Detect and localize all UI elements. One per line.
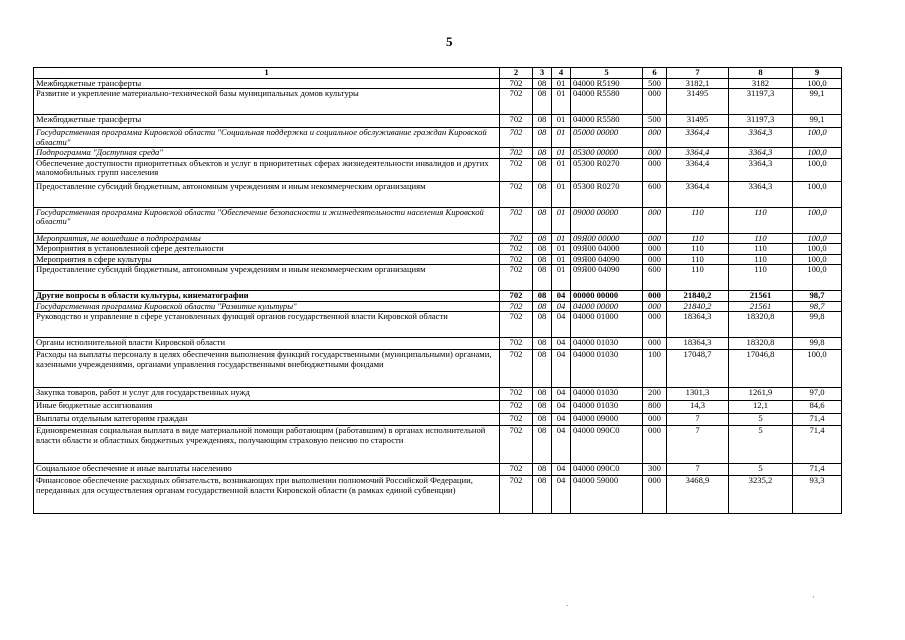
row-target-article: 09Я00 00000 [571,233,643,244]
row-subsection: 01 [552,89,571,115]
row-plan-amount: 7 [667,426,729,464]
row-subsection: 01 [552,254,571,265]
table-row [34,148,842,159]
row-grbs: 702 [500,244,533,255]
row-grbs: 702 [500,414,533,426]
row-percent: 99,8 [793,312,842,338]
row-expense-type: 000 [643,148,667,159]
row-actual-amount: 110 [729,265,793,291]
row-actual-amount: 110 [729,254,793,265]
table-row [34,426,842,464]
row-plan-amount: 17048,7 [667,350,729,388]
row-actual-amount: 31197,3 [729,115,793,128]
row-section: 08 [533,244,552,255]
row-subsection: 04 [552,476,571,514]
row-grbs: 702 [500,476,533,514]
row-expense-type: 500 [643,78,667,89]
row-name: Государственная программа Кировской области "Социальная поддержка и социальное обслуживание граждан Кировской области" [34,128,500,148]
row-section: 08 [533,464,552,476]
row-target-article: 04000 01000 [571,312,643,338]
column-header-5: 5 [571,68,643,79]
row-target-article: 04000 R5580 [571,115,643,128]
row-target-article: 04000 00000 [571,301,643,312]
row-expense-type: 000 [643,414,667,426]
row-name: Финансовое обеспечение расходных обязательств, возникающих при выполнении полномочий Российской Федерации, переданных для осуществления органам государственной власти Кировской области (в рамках единой субвенции) [34,476,500,514]
row-subsection: 04 [552,301,571,312]
row-plan-amount: 110 [667,233,729,244]
row-percent: 100,0 [793,78,842,89]
table-row [34,181,842,207]
row-target-article: 09000 00000 [571,207,643,233]
table-row [34,265,842,291]
row-plan-amount: 3364,4 [667,158,729,181]
row-section: 08 [533,89,552,115]
row-subsection: 01 [552,78,571,89]
row-target-article: 04000 01030 [571,401,643,414]
row-section: 08 [533,312,552,338]
column-header-4: 4 [552,68,571,79]
row-grbs: 702 [500,464,533,476]
row-section: 08 [533,233,552,244]
table-row [34,414,842,426]
row-plan-amount: 3364,4 [667,128,729,148]
row-expense-type: 000 [643,158,667,181]
table-row [34,312,842,338]
row-expense-type: 000 [643,426,667,464]
table-row [34,476,842,514]
row-grbs: 702 [500,148,533,159]
row-percent: 100,0 [793,265,842,291]
row-grbs: 702 [500,128,533,148]
row-section: 08 [533,78,552,89]
table-row [34,388,842,401]
row-expense-type: 000 [643,244,667,255]
row-grbs: 702 [500,89,533,115]
row-section: 08 [533,476,552,514]
row-plan-amount: 7 [667,414,729,426]
row-expense-type: 000 [643,128,667,148]
row-percent: 84,6 [793,401,842,414]
row-plan-amount: 3364,4 [667,148,729,159]
row-section: 08 [533,426,552,464]
row-expense-type: 000 [643,89,667,115]
row-expense-type: 500 [643,115,667,128]
table-row [34,301,842,312]
row-expense-type: 100 [643,350,667,388]
row-subsection: 01 [552,207,571,233]
row-name: Мероприятия в установленной сфере деятельности [34,244,500,255]
row-subsection: 04 [552,350,571,388]
column-header-7: 7 [667,68,729,79]
row-actual-amount: 3364,3 [729,158,793,181]
row-expense-type: 300 [643,464,667,476]
row-expense-type: 000 [643,207,667,233]
row-percent: 100,0 [793,158,842,181]
table-row [34,254,842,265]
row-percent: 93,3 [793,476,842,514]
row-grbs: 702 [500,388,533,401]
column-header-2: 2 [500,68,533,79]
row-expense-type: 000 [643,301,667,312]
row-actual-amount: 110 [729,233,793,244]
table-row [34,158,842,181]
row-target-article: 05000 00000 [571,128,643,148]
row-plan-amount: 110 [667,207,729,233]
row-name: Единовременная социальная выплата в виде материальной помощи работающим (работавшим) в органах исполнительной власти области и областных бюджетных учреждениях, получающим страховую пенсию по старости [34,426,500,464]
row-name: Иные бюджетные ассигнования [34,401,500,414]
row-name: Государственная программа Кировской области "Развитие культуры" [34,301,500,312]
table-row [34,115,842,128]
row-actual-amount: 110 [729,207,793,233]
row-name: Мероприятия в сфере культуры [34,254,500,265]
row-percent: 99,1 [793,89,842,115]
row-grbs: 702 [500,426,533,464]
row-plan-amount: 1301,3 [667,388,729,401]
row-percent: 97,0 [793,388,842,401]
row-actual-amount: 3364,3 [729,181,793,207]
row-subsection: 04 [552,464,571,476]
row-subsection: 04 [552,426,571,464]
row-section: 08 [533,148,552,159]
row-subsection: 01 [552,181,571,207]
row-plan-amount: 31495 [667,115,729,128]
row-plan-amount: 3182,1 [667,78,729,89]
row-percent: 71,4 [793,426,842,464]
row-name: Расходы на выплаты персоналу в целях обеспечения выполнения функций государственными (муниципальными) органами, казенными учреждениями, органами управления государственными внебюджетными фондами [34,350,500,388]
row-target-article: 05300 R0270 [571,158,643,181]
row-grbs: 702 [500,207,533,233]
row-section: 08 [533,207,552,233]
row-actual-amount: 3235,2 [729,476,793,514]
row-target-article: 04000 09000 [571,414,643,426]
row-grbs: 702 [500,401,533,414]
table-row [34,244,842,255]
row-name: Межбюджетные трансферты [34,78,500,89]
table-row [34,338,842,350]
row-expense-type: 600 [643,265,667,291]
row-subsection: 04 [552,414,571,426]
row-actual-amount: 3182 [729,78,793,89]
row-name: Предоставление субсидий бюджетным, автономным учреждениям и иным некоммерческим организациям [34,265,500,291]
row-actual-amount: 21561 [729,291,793,302]
row-section: 08 [533,350,552,388]
row-percent: 98,7 [793,301,842,312]
row-expense-type: 000 [643,233,667,244]
scan-speck: . [566,598,569,608]
row-plan-amount: 3364,4 [667,181,729,207]
table-row [34,291,842,302]
row-grbs: 702 [500,254,533,265]
table-row [34,78,842,89]
row-percent: 100,0 [793,350,842,388]
row-target-article: 04000 01030 [571,350,643,388]
row-grbs: 702 [500,338,533,350]
row-plan-amount: 110 [667,244,729,255]
row-subsection: 01 [552,233,571,244]
row-expense-type: 000 [643,312,667,338]
page-number: 5 [446,34,453,49]
table-row [34,350,842,388]
row-section: 08 [533,338,552,350]
row-target-article: 04000 R5190 [571,78,643,89]
row-name: Органы исполнительной власти Кировской области [34,338,500,350]
row-expense-type: 000 [643,291,667,302]
row-subsection: 04 [552,388,571,401]
row-name: Развитие и укрепление материально-технической базы муниципальных домов культуры [34,89,500,115]
row-actual-amount: 110 [729,244,793,255]
row-plan-amount: 21840,2 [667,291,729,302]
row-plan-amount: 31495 [667,89,729,115]
row-subsection: 01 [552,244,571,255]
row-expense-type: 800 [643,401,667,414]
row-grbs: 702 [500,265,533,291]
row-expense-type: 200 [643,388,667,401]
row-target-article: 09Я00 04000 [571,244,643,255]
row-percent: 71,4 [793,464,842,476]
row-percent: 100,0 [793,148,842,159]
row-actual-amount: 3364,3 [729,128,793,148]
row-section: 08 [533,388,552,401]
row-expense-type: 000 [643,476,667,514]
row-target-article: 09Я00 04090 [571,254,643,265]
row-actual-amount: 21561 [729,301,793,312]
table-row [34,128,842,148]
row-section: 08 [533,181,552,207]
row-subsection: 04 [552,401,571,414]
row-subsection: 01 [552,115,571,128]
row-section: 08 [533,128,552,148]
row-plan-amount: 18364,3 [667,338,729,350]
column-header-1: 1 [34,68,500,79]
row-target-article: 00000 00000 [571,291,643,302]
row-actual-amount: 18320,8 [729,312,793,338]
row-plan-amount: 110 [667,265,729,291]
column-header-3: 3 [533,68,552,79]
row-name: Обеспечение доступности приоритетных объектов и услуг в приоритетных сферах жизнедеятельности инвалидов и других маломобильных групп населения [34,158,500,181]
row-subsection: 01 [552,148,571,159]
row-grbs: 702 [500,312,533,338]
row-target-article: 05300 00000 [571,148,643,159]
row-name: Руководство и управление в сфере установленных функций органов государственной власти Кировской области [34,312,500,338]
row-actual-amount: 12,1 [729,401,793,414]
row-actual-amount: 5 [729,426,793,464]
table-header-row [34,68,842,79]
row-subsection: 01 [552,128,571,148]
row-plan-amount: 18364,3 [667,312,729,338]
table-row [34,401,842,414]
row-target-article: 04000 59000 [571,476,643,514]
row-actual-amount: 3364,3 [729,148,793,159]
column-header-9: 9 [793,68,842,79]
row-name: Выплаты отдельным категориям граждан [34,414,500,426]
row-subsection: 04 [552,312,571,338]
row-percent: 100,0 [793,254,842,265]
row-percent: 100,0 [793,128,842,148]
row-section: 08 [533,115,552,128]
row-target-article: 09Я00 04090 [571,265,643,291]
row-target-article: 04000 01030 [571,338,643,350]
row-section: 08 [533,301,552,312]
row-percent: 100,0 [793,233,842,244]
row-section: 08 [533,401,552,414]
row-grbs: 702 [500,78,533,89]
table-body [34,78,842,514]
row-plan-amount: 3468,9 [667,476,729,514]
row-section: 08 [533,291,552,302]
table-row [34,207,842,233]
table-row [34,89,842,115]
row-section: 08 [533,265,552,291]
row-name: Межбюджетные трансферты [34,115,500,128]
row-subsection: 04 [552,338,571,350]
row-target-article: 04000 01030 [571,388,643,401]
row-expense-type: 000 [643,254,667,265]
row-actual-amount: 5 [729,414,793,426]
row-actual-amount: 17046,8 [729,350,793,388]
row-plan-amount: 110 [667,254,729,265]
row-grbs: 702 [500,233,533,244]
budget-table [33,67,842,514]
row-section: 08 [533,414,552,426]
column-header-8: 8 [729,68,793,79]
row-grbs: 702 [500,350,533,388]
row-section: 08 [533,158,552,181]
row-percent: 98,7 [793,291,842,302]
row-percent: 99,8 [793,338,842,350]
scan-speck: · [812,592,815,602]
row-plan-amount: 7 [667,464,729,476]
row-name: Закупка товаров, работ и услуг для государственных нужд [34,388,500,401]
column-header-6: 6 [643,68,667,79]
row-grbs: 702 [500,158,533,181]
row-name: Подпрограмма "Доступная среда" [34,148,500,159]
row-grbs: 702 [500,291,533,302]
row-actual-amount: 31197,3 [729,89,793,115]
row-plan-amount: 14,3 [667,401,729,414]
row-expense-type: 000 [643,338,667,350]
row-percent: 71,4 [793,414,842,426]
row-actual-amount: 1261,9 [729,388,793,401]
row-percent: 100,0 [793,244,842,255]
row-percent: 100,0 [793,207,842,233]
row-name: Другие вопросы в области культуры, кинематографии [34,291,500,302]
table-row [34,233,842,244]
row-percent: 99,1 [793,115,842,128]
row-target-article: 04000 090С0 [571,464,643,476]
row-name: Социальное обеспечение и иные выплаты населению [34,464,500,476]
row-actual-amount: 18320,8 [729,338,793,350]
row-subsection: 04 [552,291,571,302]
row-target-article: 04000 R5580 [571,89,643,115]
table-row [34,464,842,476]
row-target-article: 04000 090С0 [571,426,643,464]
row-actual-amount: 5 [729,464,793,476]
row-subsection: 01 [552,158,571,181]
row-name: Государственная программа Кировской области "Обеспечение безопасности и жизнедеятельности населения Кировской области" [34,207,500,233]
row-percent: 100,0 [793,181,842,207]
row-target-article: 05300 R0270 [571,181,643,207]
row-grbs: 702 [500,301,533,312]
row-section: 08 [533,254,552,265]
row-name: Предоставление субсидий бюджетным, автономным учреждениям и иным некоммерческим организациям [34,181,500,207]
row-plan-amount: 21840,2 [667,301,729,312]
row-grbs: 702 [500,115,533,128]
row-expense-type: 600 [643,181,667,207]
row-subsection: 01 [552,265,571,291]
row-grbs: 702 [500,181,533,207]
row-name: Мероприятия, не вошедшие в подпрограммы [34,233,500,244]
